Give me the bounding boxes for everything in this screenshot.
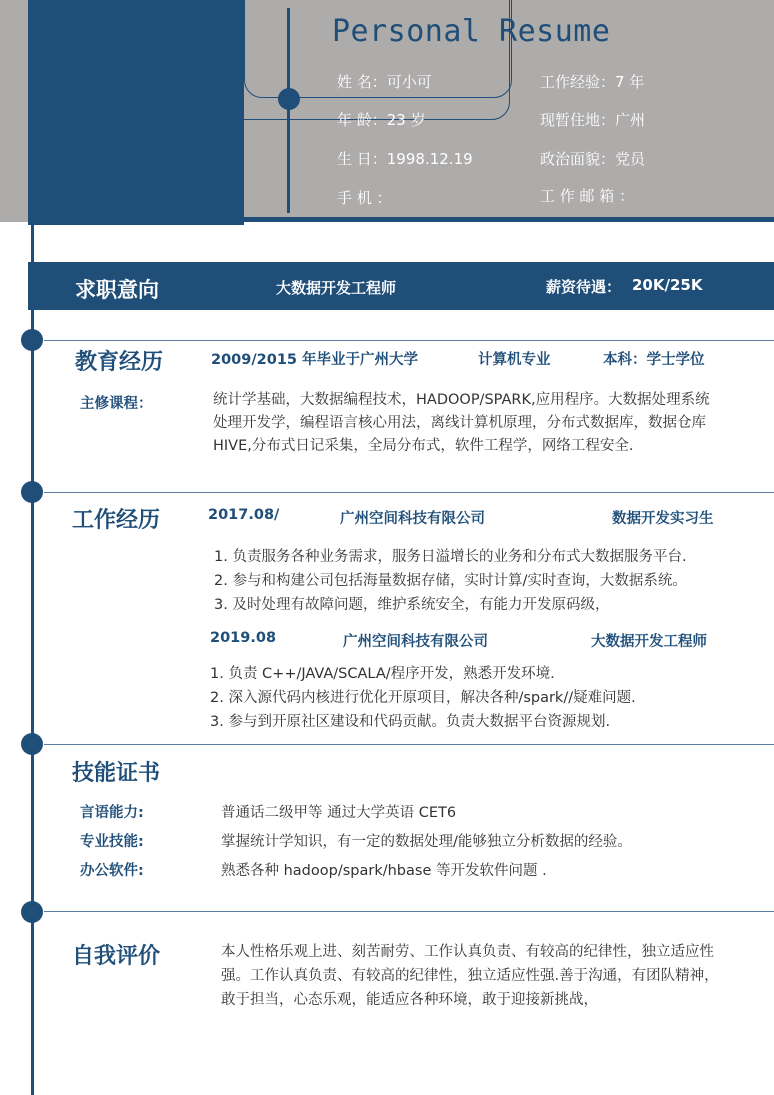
skill-label-office: 办公软件: <box>80 863 144 879</box>
job-2-date: 2019.08 <box>210 630 277 646</box>
job-1-item-1: 1. 负责服务各种业务需求，服务日溢增长的业务和分布式大数据服务平台. <box>214 549 687 565</box>
education-heading: 教育经历 <box>75 350 164 375</box>
info-residence: 现暂住地：广州 <box>540 111 646 129</box>
skill-value-office: 熟悉各种 hadoop/spark/hbase 等开发软件问题 . <box>221 863 547 879</box>
job-2-item-2: 2. 深入源代码内核进行优化开原项目，解决各种/spark//疑难问题. <box>210 690 636 706</box>
job-1-item-3: 3. 及时处理有故障问题，维护系统安全，有能力开发原码级， <box>214 597 610 613</box>
self-rule <box>44 911 774 912</box>
self-heading: 自我评价 <box>72 944 161 969</box>
info-name: 姓 名：可小可 <box>337 73 432 91</box>
job-1-item-2: 2. 参与和构建公司包括海量数据存储，实时计算/实时查询，大数据系统。 <box>214 573 687 589</box>
job-2-role: 大数据开发工程师 <box>591 634 707 650</box>
info-experience: 工作经验：7 年 <box>540 73 645 91</box>
header-bottom-rule <box>244 217 774 222</box>
resume-title: Personal Resume <box>332 14 611 49</box>
info-email: 工 作 邮 箱 ： <box>540 187 635 205</box>
info-birthday: 生 日：1998.12.19 <box>337 150 473 168</box>
objective-salary-value: 20K/25K <box>632 276 703 294</box>
timeline-dot-self <box>21 901 43 923</box>
courses-label: 主修课程： <box>80 396 153 412</box>
courses-text: 统计学基础，大数据编程技术，HADOOP/SPARK,应用程序。大数据处理系统处理开发学，编程语言核心用法，离线计算机原理，分布式数据库，数据仓库 HIVE,分布式日记采集，全局分布式，软件工程学，网络工程安全. <box>213 392 710 454</box>
skills-heading: 技能证书 <box>72 761 161 786</box>
timeline-line <box>31 225 34 1095</box>
job-2-item-3: 3. 参与到开原社区建设和代码贡献。负责大数据平台资源规划. <box>210 714 611 730</box>
objective-heading: 求职意向 <box>75 278 159 302</box>
job-1-company: 广州空间科技有限公司 <box>340 511 485 527</box>
objective-position: 大数据开发工程师 <box>276 279 397 297</box>
education-degree: 本科：学士学位 <box>603 352 705 368</box>
skill-label-professional: 专业技能: <box>80 834 144 850</box>
header-decor-dot <box>278 88 300 110</box>
info-politics: 政治面貌：党员 <box>540 150 646 168</box>
skill-label-language: 言语能力: <box>80 805 144 821</box>
skill-value-language: 普通话二级甲等 通过大学英语 CET6 <box>221 805 457 821</box>
education-school: 2009/2015 年毕业于广州大学 <box>211 352 419 368</box>
education-rule <box>44 340 774 341</box>
education-major: 计算机专业 <box>478 352 551 368</box>
skills-rule <box>44 744 774 745</box>
timeline-dot-skills <box>21 733 43 755</box>
work-heading: 工作经历 <box>72 508 161 533</box>
self-text: 本人性格乐观上进、刻苦耐劳、工作认真负责、有较高的纪律性，独立适应性强。工作认真负责、有较高的纪律性，独立适应性强.善于沟通，有团队精神，敢于担当，心态乐观，能适应各种环境，敢于迎接新挑战， <box>221 944 719 1008</box>
job-1-date: 2017.08/ <box>208 507 280 523</box>
skill-value-professional: 掌握统计学知识，有一定的数据处理/能够独立分析数据的经验。 <box>221 834 632 850</box>
timeline-dot-work <box>21 481 43 503</box>
job-1-role: 数据开发实习生 <box>612 511 714 527</box>
job-2-item-1: 1. 负责 C++/JAVA/SCALA/程序开发，熟悉开发环境. <box>210 666 555 682</box>
info-phone: 手 机 ： <box>337 189 392 207</box>
header-decor-line <box>287 8 290 213</box>
info-age: 年 龄：23 岁 <box>337 111 426 129</box>
job-2-company: 广州空间科技有限公司 <box>343 634 488 650</box>
objective-salary-label: 薪资待遇： <box>546 278 622 296</box>
work-rule <box>44 492 774 493</box>
timeline-dot-education <box>21 329 43 351</box>
